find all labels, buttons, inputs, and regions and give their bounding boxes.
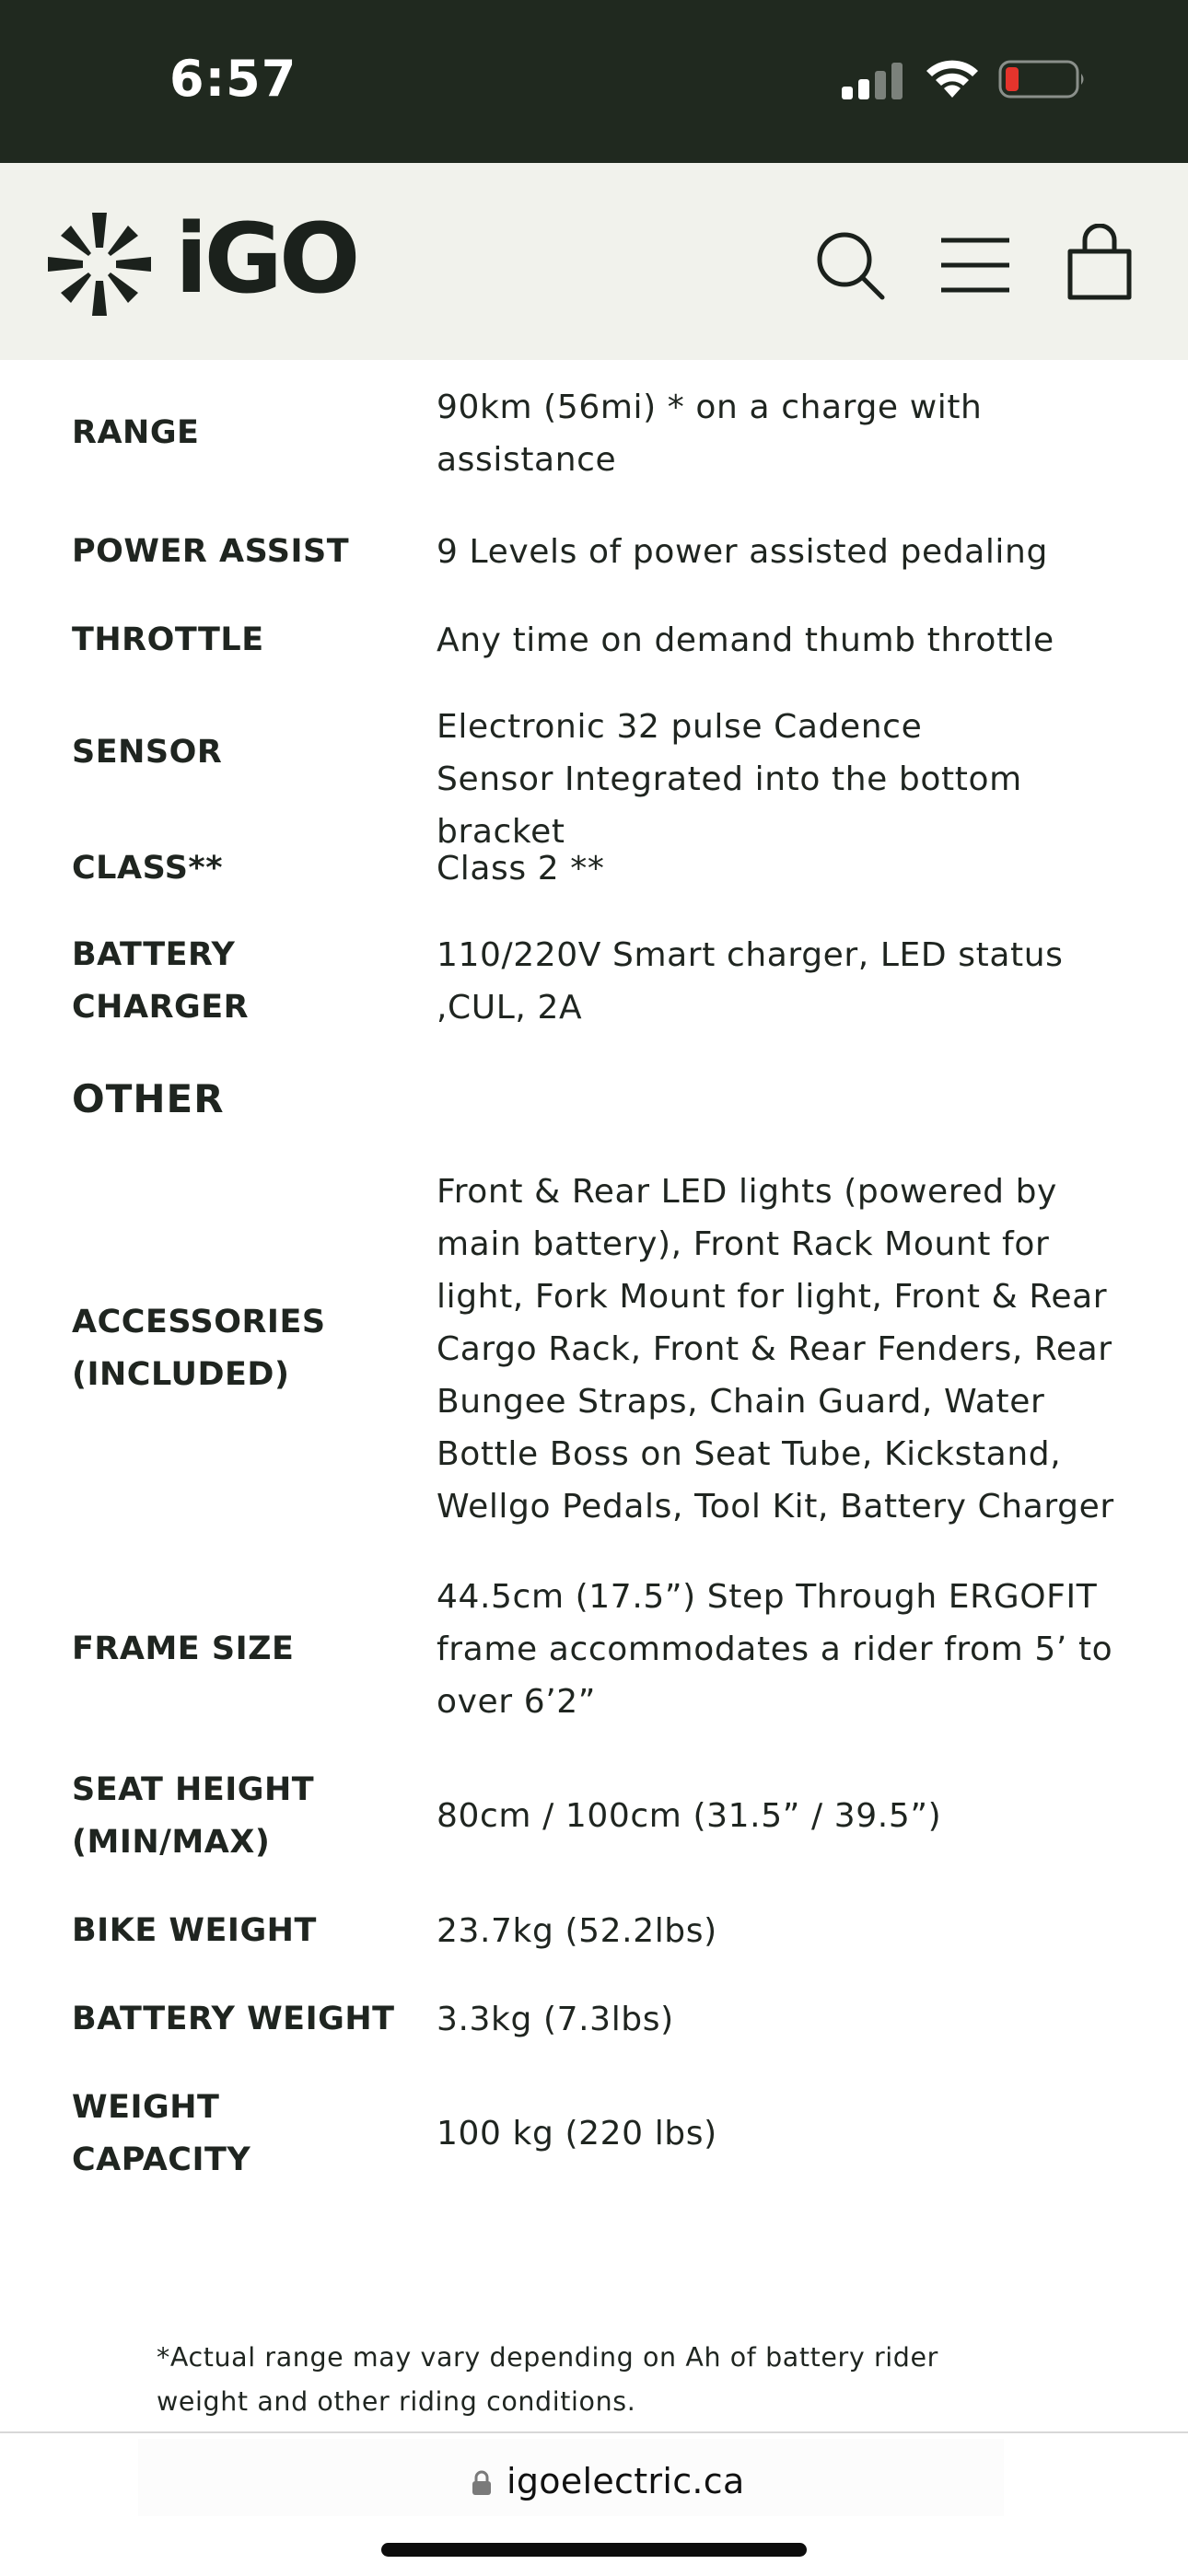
section-heading-other: OTHER bbox=[72, 1076, 225, 1121]
status-time: 6:57 bbox=[169, 50, 297, 108]
spec-label: ACCESSORIES (INCLUDED) bbox=[72, 1304, 326, 1393]
range-footnote: *Actual range may vary depending on Ah of battery rider weight and other riding conditions. bbox=[157, 2342, 938, 2417]
home-indicator[interactable] bbox=[381, 2543, 807, 2557]
search-icon[interactable] bbox=[814, 229, 886, 301]
spec-value: 110/220V Smart charger, LED status ,CUL, 2A bbox=[437, 936, 1064, 1027]
site-header bbox=[0, 163, 1188, 360]
spec-label: FRAME SIZE bbox=[72, 1630, 295, 1667]
cellular-signal-icon bbox=[840, 61, 906, 99]
spec-label: SENSOR bbox=[72, 734, 223, 771]
spec-value: Class 2 ** bbox=[437, 850, 605, 888]
spec-value: 23.7kg (52.2lbs) bbox=[437, 1912, 717, 1950]
spec-label: THROTTLE bbox=[72, 621, 264, 658]
hamburger-menu-icon[interactable] bbox=[939, 229, 1011, 301]
spec-label: BATTERY CHARGER bbox=[72, 936, 250, 1026]
spec-value: 44.5cm (17.5”) Step Through ERGOFIT frame accommodates a rider from 5’ to over 6’2” bbox=[437, 1578, 1113, 1721]
shopping-bag-icon[interactable] bbox=[1065, 224, 1135, 301]
spec-label: RANGE bbox=[72, 414, 200, 451]
spec-label: SEAT HEIGHT (MIN/MAX) bbox=[72, 1771, 315, 1861]
spec-label: BATTERY WEIGHT bbox=[72, 2001, 395, 2037]
spec-value: Front & Rear LED lights (powered by main battery), Front Rack Mount for light, Fork Mount for light, Front & Rear Cargo Rack, Front & Rear Fenders, Rear Bungee Straps, Chain Guard, Water Bottle Boss on Seat Tube, Kickstand, Wellgo Pedals, Tool Kit, Battery Charger bbox=[437, 1173, 1114, 1526]
spec-value: 9 Levels of power assisted pedaling bbox=[437, 533, 1048, 571]
url-text[interactable]: igoelectric.ca bbox=[507, 2461, 745, 2501]
spec-label: CLASS** bbox=[72, 850, 224, 887]
battery-low-icon bbox=[998, 59, 1087, 99]
spec-value: Any time on demand thumb throttle bbox=[437, 621, 1054, 659]
spec-value: 90km (56mi) * on a charge with assistance bbox=[437, 389, 983, 479]
spec-value: 80cm / 100cm (31.5” / 39.5”) bbox=[437, 1797, 942, 1835]
status-bar bbox=[0, 0, 1188, 163]
spec-value: 3.3kg (7.3lbs) bbox=[437, 2001, 674, 2038]
logo-text[interactable]: iGO bbox=[175, 203, 357, 315]
igo-logo-icon[interactable] bbox=[44, 209, 155, 319]
lock-icon bbox=[472, 2470, 492, 2496]
spec-label: POWER ASSIST bbox=[72, 533, 350, 570]
wifi-icon bbox=[924, 59, 981, 99]
spec-label: BIKE WEIGHT bbox=[72, 1912, 317, 1949]
browser-url-bar bbox=[0, 2431, 1188, 2576]
spec-value: Electronic 32 pulse Cadence Sensor Integrated into the bottom bracket bbox=[437, 708, 1022, 851]
spec-label: WEIGHT CAPACITY bbox=[72, 2089, 251, 2178]
spec-value: 100 kg (220 lbs) bbox=[437, 2115, 717, 2152]
